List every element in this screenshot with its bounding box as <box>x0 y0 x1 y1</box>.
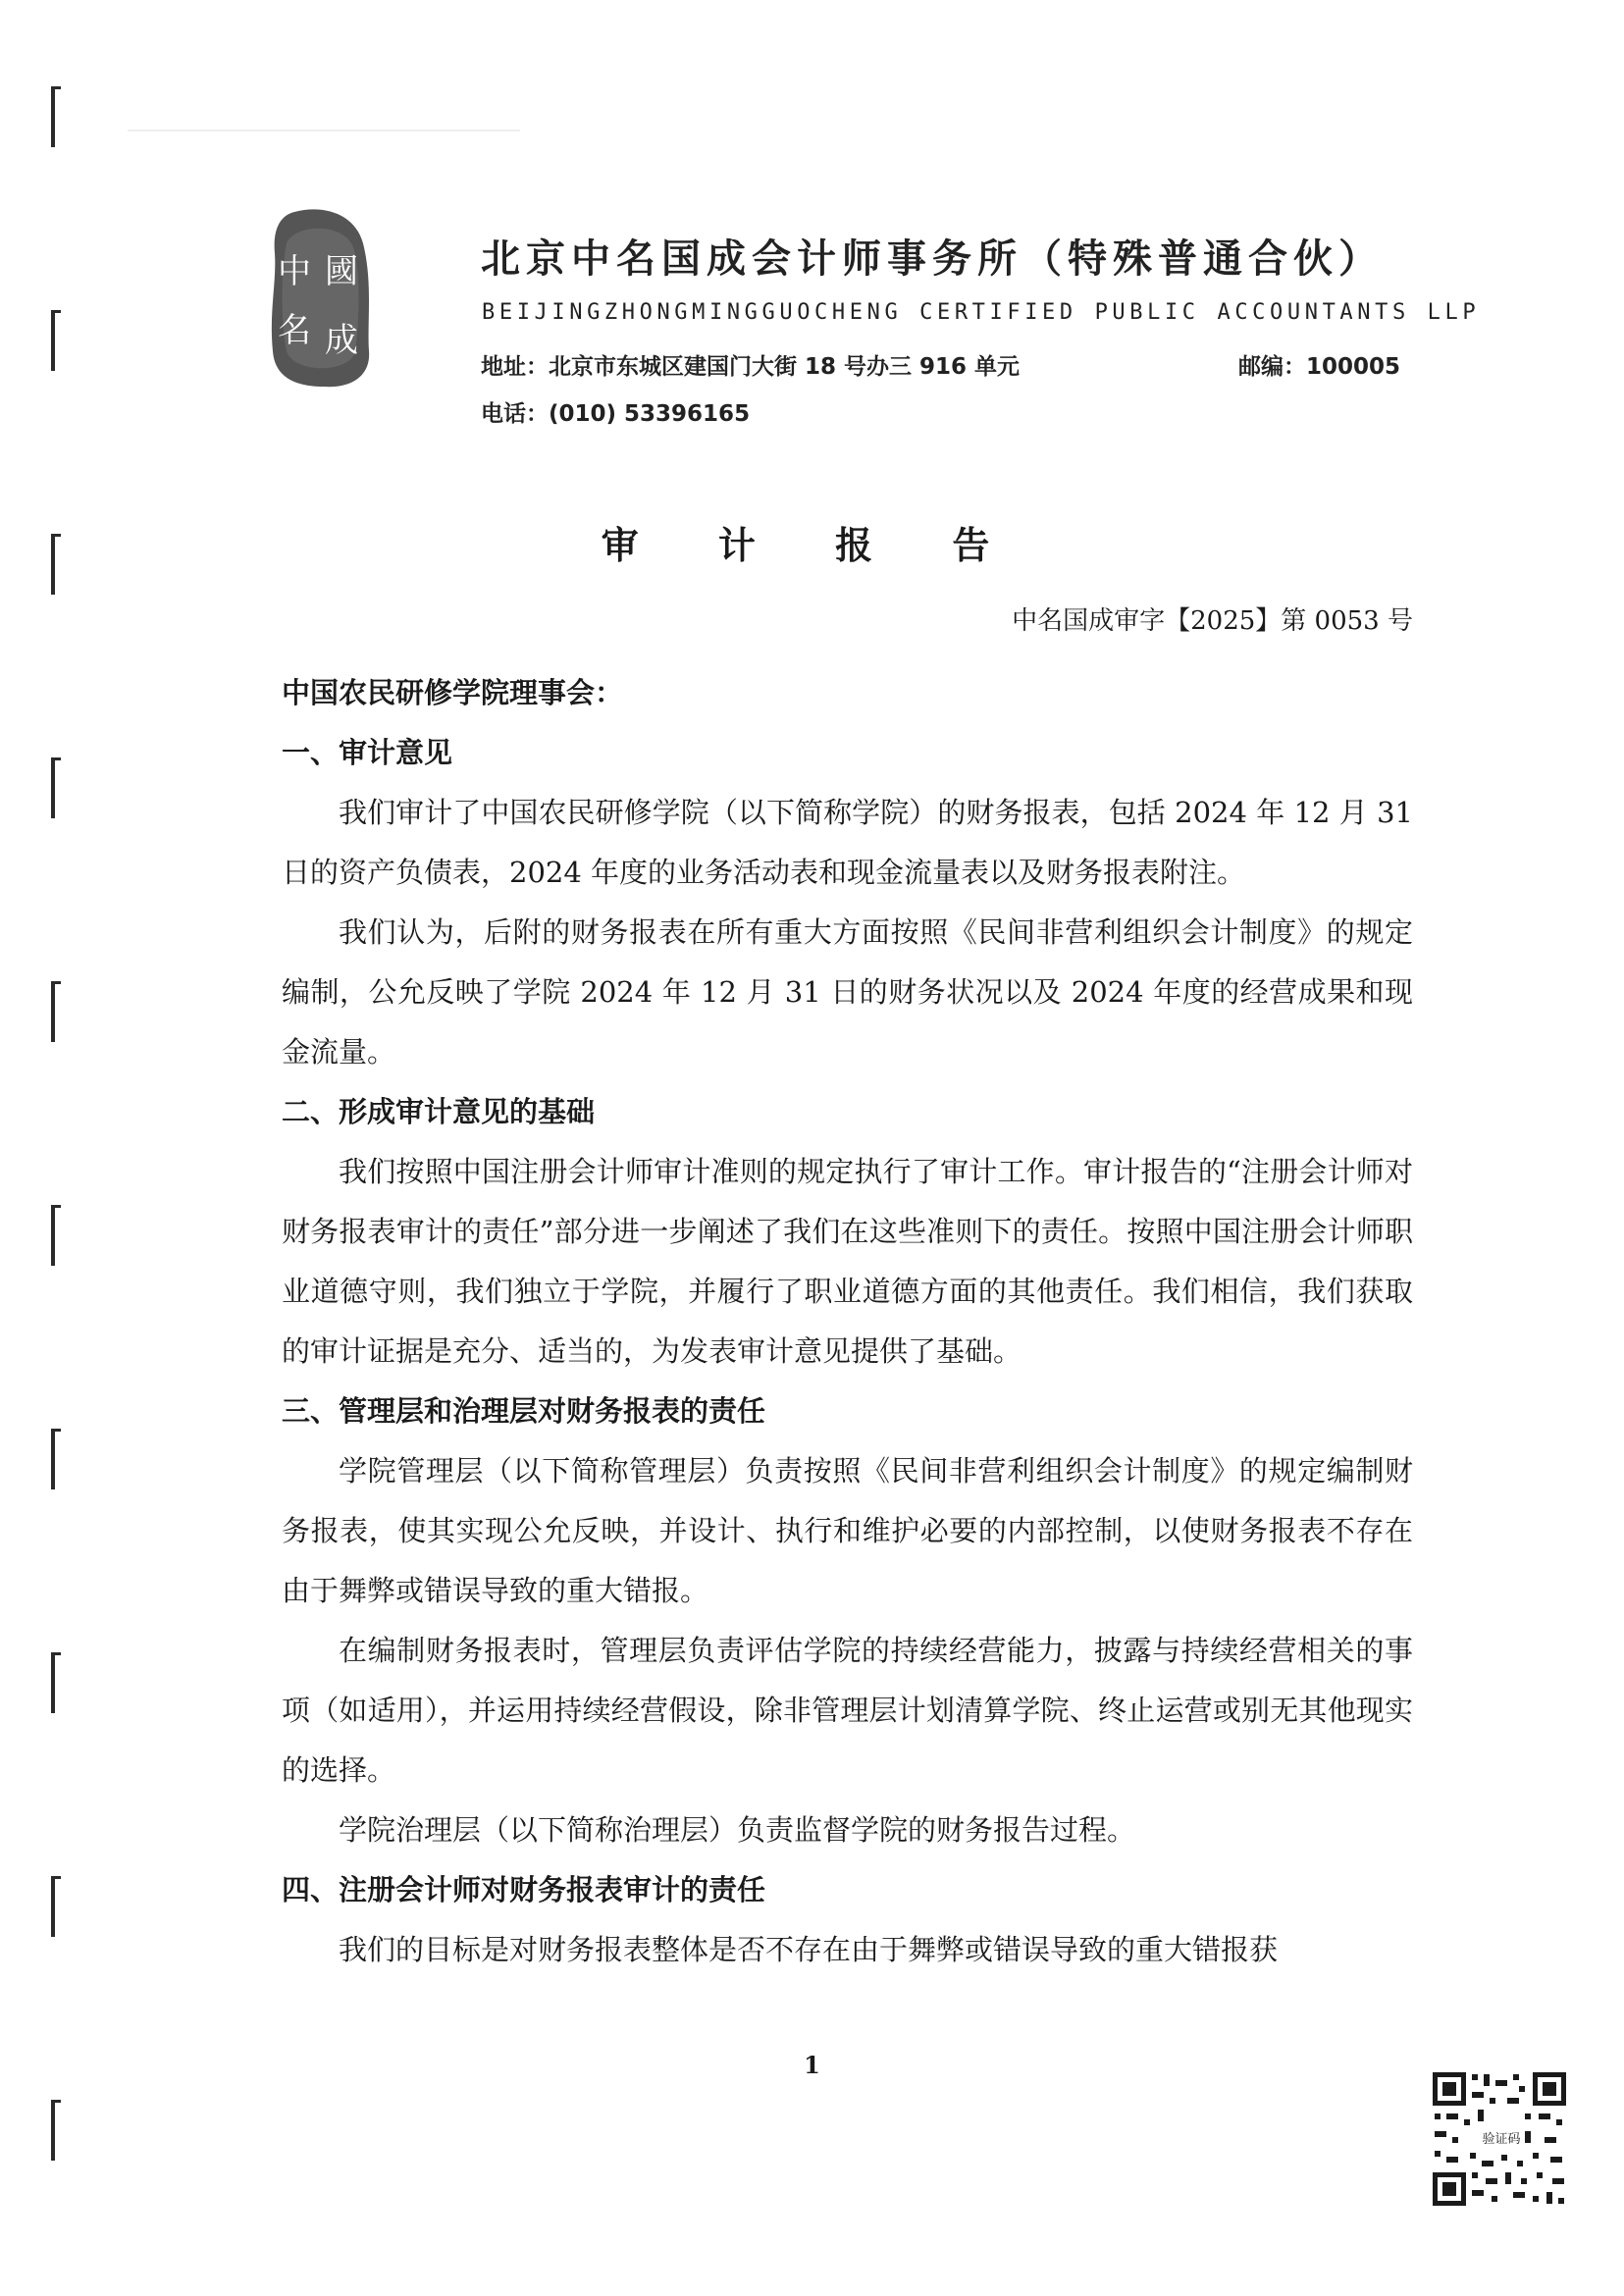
page-number: 1 <box>804 2051 820 2079</box>
firm-name-english: BEIJINGZHONGMINGGUOCHENG CERTIFIED PUBLIC ACCOUNTANTS LLP <box>482 300 1481 325</box>
binding-mark <box>51 86 61 147</box>
binding-mark <box>51 1205 61 1266</box>
firm-address: 地址：北京市东城区建国门大街 18 号办三 916 单元 <box>481 354 1021 380</box>
binding-mark <box>51 2100 61 2161</box>
paragraph: 我们按照中国注册会计师审计准则的规定执行了审计工作。审计报告的“注册会计师对财务报表审计的责任”部分进一步阐述了我们在这些准则下的责任。按照中国注册会计师职业道德守则，我们独立于学院，并履行了职业道德方面的其他责任。我们相信，我们获取的审计证据是充分、适当的，为发表审计意见提供了基础。 <box>282 1155 1413 1368</box>
firm-postal-code: 邮编：100005 <box>1238 354 1401 380</box>
report-body <box>282 663 1413 1980</box>
binding-mark <box>51 310 61 371</box>
paragraph: 我们的目标是对财务报表整体是否不存在由于舞弊或错误导致的重大错报获 <box>339 1933 1279 1966</box>
paragraph: 我们审计了中国农民研修学院（以下简称学院）的财务报表，包括 2024 年 12 月 31 日的资产负债表，2024 年度的业务活动表和现金流量表以及财务报表附注。 <box>282 796 1413 889</box>
binding-mark <box>51 1429 61 1489</box>
section-heading-management: 三、管理层和治理层对财务报表的责任 <box>282 1394 766 1428</box>
report-title: 审 计 报 告 <box>601 524 1023 567</box>
section-heading-opinion: 一、审计意见 <box>282 736 453 769</box>
binding-mark <box>51 981 61 1042</box>
paragraph: 学院管理层（以下简称管理层）负责按照《民间非营利组织会计制度》的规定编制财务报表，使其实现公允反映，并设计、执行和维护必要的内部控制，以使财务报表不存在由于舞弊或错误导致的重大错报。 <box>282 1454 1413 1607</box>
logo-char: 中 <box>278 252 311 291</box>
binding-mark <box>51 1652 61 1713</box>
binding-mark <box>51 1876 61 1937</box>
scan-artifact-line <box>128 130 520 131</box>
binding-mark <box>51 757 61 818</box>
addressee: 中国农民研修学院理事会： <box>282 676 624 709</box>
qr-label: 验证码 <box>1482 2132 1521 2147</box>
firm-logo-seal <box>265 204 375 391</box>
logo-char: 名 <box>278 311 311 350</box>
verification-qr-code <box>1431 2070 1568 2208</box>
firm-name: 北京中名国成会计师事务所（特殊普通合伙） <box>481 236 1384 282</box>
logo-char: 成 <box>325 321 358 360</box>
paragraph: 学院治理层（以下简称治理层）负责监督学院的财务报告过程。 <box>339 1813 1136 1847</box>
firm-phone: 电话：(010) 53396165 <box>481 401 751 427</box>
section-heading-basis: 二、形成审计意见的基础 <box>282 1095 596 1128</box>
paragraph: 我们认为，后附的财务报表在所有重大方面按照《民间非营利组织会计制度》的规定编制，公允反映了学院 2024 年 12 月 31 日的财务状况以及 2024 年度的经营成果和现金流量。 <box>282 915 1413 1069</box>
paragraph: 在编制财务报表时，管理层负责评估学院的持续经营能力，披露与持续经营相关的事项（如适用），并运用持续经营假设，除非管理层计划清算学院、终止运营或别无其他现实的选择。 <box>282 1634 1413 1787</box>
logo-char: 國 <box>325 252 358 291</box>
section-heading-auditor: 四、注册会计师对财务报表审计的责任 <box>282 1873 766 1906</box>
report-number: 中名国成审字【2025】第 0053 号 <box>1012 606 1413 636</box>
